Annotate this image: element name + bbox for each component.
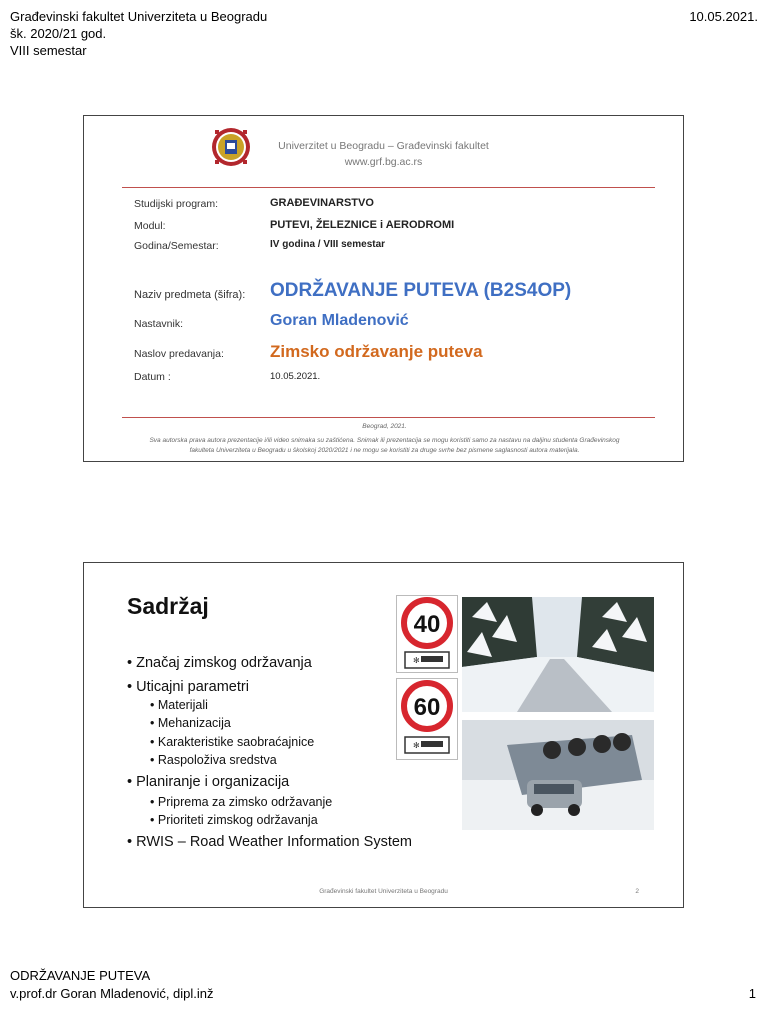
speed-limit-40-sign	[396, 595, 458, 673]
lecture-title: Zimsko održavanje puteva	[270, 342, 483, 361]
list-item: • Uticajni parametri	[127, 679, 249, 695]
date-label: Datum :	[134, 371, 171, 383]
list-item: • RWIS – Road Weather Information System	[127, 834, 412, 850]
footer-author: v.prof.dr Goran Mladenović, dipl.inž	[10, 986, 214, 1001]
speed-limit-60-sign	[396, 678, 458, 760]
field-label-year: Godina/Semestar:	[134, 240, 219, 252]
field-label-program: Studijski program:	[134, 198, 219, 210]
list-item: • Mehanizacija	[150, 716, 231, 730]
course-title: ODRŽAVANJE PUTEVA (B2S4OP)	[270, 280, 572, 301]
footer-city: Beograd, 2021.	[362, 423, 407, 430]
red-divider-top	[122, 187, 655, 188]
slide-contents	[83, 562, 684, 908]
footer-course: ODRŽAVANJE PUTEVA	[10, 968, 151, 983]
field-value-year: IV godina / VIII semestar	[270, 239, 386, 250]
svg-text:✻: ✻	[413, 656, 420, 665]
list-item: • Planiranje i organizacija	[127, 774, 290, 790]
svg-text:✻: ✻	[413, 741, 420, 750]
list-item: • Materijali	[150, 698, 208, 712]
sign-60-value: 60	[413, 694, 441, 721]
list-item: • Priprema za zimsko održavanje	[150, 795, 333, 809]
slide-title: Sadržaj	[127, 593, 209, 619]
overturned-truck-photo	[462, 720, 654, 830]
page-number: 1	[748, 986, 756, 1001]
slide-number: 2	[635, 888, 639, 895]
sign-40-value: 40	[413, 611, 441, 638]
list-item: • Značaj zimskog održavanja	[127, 655, 312, 671]
teacher-label: Nastavnik:	[134, 318, 184, 330]
list-item: • Raspoloživa sredstva	[150, 753, 277, 767]
list-item: • Karakteristike saobraćajnice	[150, 735, 315, 749]
teacher-name: Goran Mladenović	[270, 312, 409, 329]
field-label-module: Modul:	[134, 220, 166, 232]
slide-title-page	[83, 115, 684, 462]
footer-rights-line-1: Sva autorska prava autora prezentacije i/ili video snimaka su zaštićena. Snimak ili prezentacija se mogu koristiti samo za nastavu na daljinu studenta Građevinskog	[149, 437, 620, 444]
slide-footer: Građevinski fakultet Univerziteta u Beogradu	[319, 888, 448, 895]
header-school-year: šk. 2020/21 god.	[10, 26, 107, 41]
university-line: Univerzitet u Beogradu – Građevinski fakultet	[278, 140, 489, 152]
list-item: • Prioriteti zimskog održavanja	[150, 813, 318, 827]
snowy-road-photo	[462, 597, 654, 712]
header-semester: VIII semestar	[10, 43, 87, 58]
course-label: Naziv predmeta (šifra):	[134, 289, 246, 301]
university-website: www.grf.bg.ac.rs	[344, 156, 423, 168]
lecture-label: Naslov predavanja:	[134, 348, 224, 360]
header-date: 10.05.2021.	[689, 9, 758, 24]
field-value-module: PUTEVI, ŽELEZNICE i AERODROMI	[270, 219, 455, 231]
date-value: 10.05.2021.	[270, 371, 321, 382]
header-faculty: Građevinski fakultet Univerziteta u Beogradu	[10, 9, 268, 24]
field-value-program: GRAĐEVINARSTVO	[270, 197, 374, 209]
footer-rights-line-2: fakulteta Univerziteta u Beogradu u školskoj 2020/2021 i ne mogu se koristiti za druge svrhe bez pismene saglasnosti autora materijala.	[189, 447, 580, 454]
red-divider-bottom	[122, 417, 655, 418]
